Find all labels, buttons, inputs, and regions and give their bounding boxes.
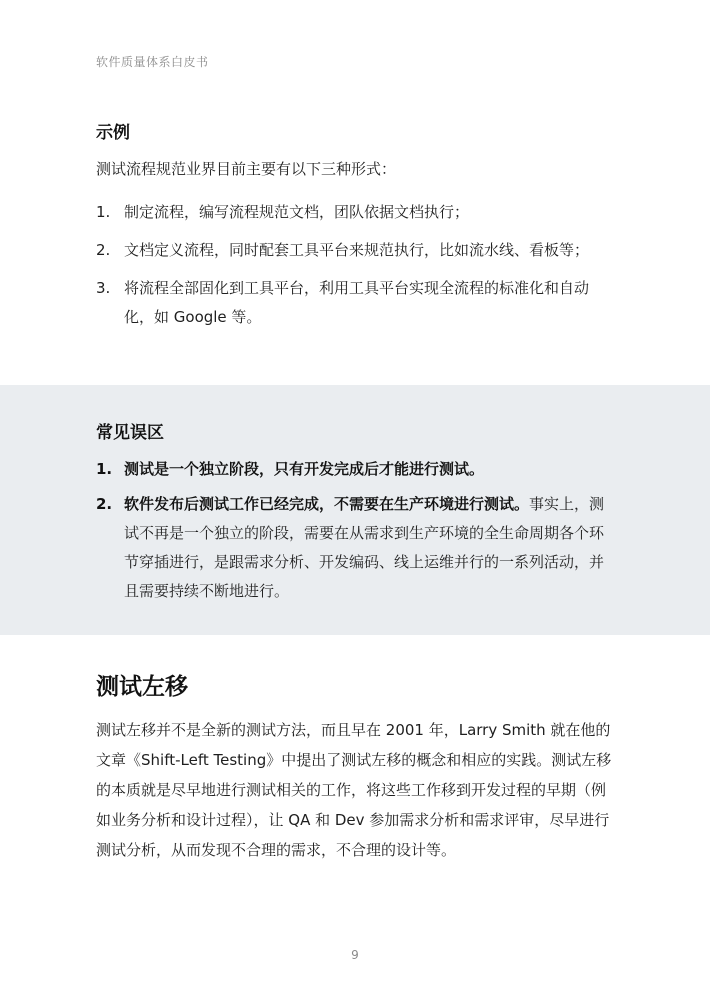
example-list — [96, 198, 614, 332]
shift-left-body: 测试左移并不是全新的测试方法，而且早在 2001 年，Larry Smith 就在他的文章《Shift-Left Testing》中提出了测试左移的概念和相应的实践。测试左移的本质就是尽早地进行测试相关的工作，将这些工作移到开发过程的早期（例如业务分析和设计过程），让 QA 和 Dev 参加需求分析和需求评审，尽早进行测试分析，从而发现不合理的需求，不合理的设计等。 — [96, 721, 612, 859]
list-item-text: 事实上，测试不再是一个独立的阶段，需要在从需求到生产环境的全生命周期各个环节穿插进行，是跟需求分析、开发编码、线上运维并行的一系列活动，并且需要持续不断地进行。 — [124, 495, 605, 600]
misconceptions-section — [96, 418, 614, 612]
list-item — [96, 236, 614, 265]
misconceptions-list — [96, 455, 614, 606]
example-section — [96, 118, 614, 341]
list-item-text: 将流程全部固化到工具平台，利用工具平台实现全流程的标准化和自动化，如 Google 等。 — [124, 279, 590, 326]
list-item-number: 3. — [96, 279, 111, 297]
example-intro: 测试流程规范业界目前主要有以下三种形式： — [96, 160, 397, 178]
shift-left-section — [96, 668, 614, 865]
shift-left-heading: 测试左移 — [96, 674, 188, 700]
page-number: 9 — [351, 948, 359, 962]
list-item-number: 2. — [96, 495, 113, 513]
list-item-number: 1. — [96, 203, 111, 221]
list-item-bold-text: 软件发布后测试工作已经完成，不需要在生产环境进行测试。 — [124, 495, 530, 513]
list-item-number: 1. — [96, 460, 113, 478]
list-item-bold-text: 测试是一个独立阶段，只有开发完成后才能进行测试。 — [124, 460, 485, 478]
example-heading: 示例 — [96, 123, 130, 143]
list-item-text: 制定流程，编写流程规范文档，团队依据文档执行； — [124, 203, 470, 221]
list-item — [96, 490, 614, 606]
misconceptions-heading: 常见误区 — [96, 423, 164, 443]
list-item-number: 2. — [96, 241, 111, 259]
running-header: 软件质量体系白皮书 — [96, 55, 209, 69]
list-item — [96, 274, 614, 332]
list-item — [96, 198, 614, 227]
list-item-text: 文档定义流程，同时配套工具平台来规范执行，比如流水线、看板等； — [124, 241, 590, 259]
list-item — [96, 455, 614, 484]
